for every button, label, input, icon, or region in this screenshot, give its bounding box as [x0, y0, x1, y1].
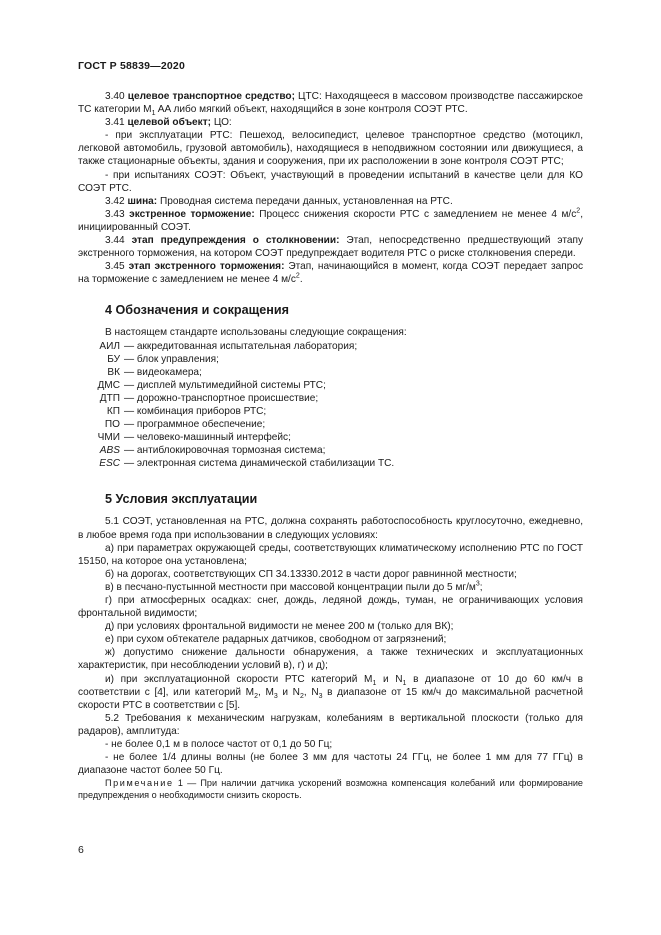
- definition-3-41: 3.41 целевой объект; ЦО:: [105, 117, 232, 129]
- term: этап экстренного торможения:: [128, 261, 285, 273]
- section-4-intro: В настоящем стандарте использованы следующие сокращения:: [105, 327, 407, 339]
- clause-5-2: 5.2 Требования к механическим нагрузкам, колебаниям в вертикальной плоскости (только для радаров), амплитуда:: [78, 712, 583, 737]
- definition-3-43: 3.43 экстренное торможение: Процесс снижения скорости РТС с замедлением не менее 4 $м/с^2$, инициированный СОЭТ.: [78, 207, 583, 233]
- abbreviation-definition: — дорожно-транспортное происшествие;: [124, 392, 319, 404]
- amplitude-item-1: - не более 0,1 м в полосе частот от 0,1 до 50 Гц;: [105, 739, 333, 751]
- condition-d: д) при условиях фронтальной видимости не менее 200 м (только для ВК);: [105, 621, 454, 633]
- condition-g: г) при атмосферных осадках: снег, дождь, ледяной дождь, туман, не ограничивающих условия фронтальной видимости;: [78, 595, 583, 620]
- abbreviation-key: ЧМИ: [97, 432, 120, 444]
- abbreviation-definition: — программное обеспечение;: [124, 419, 266, 431]
- standard-header: ГОСТ Р 58839—2020: [78, 60, 186, 72]
- section-5-title: 5 Условия эксплуатации: [105, 492, 258, 507]
- condition-a: а) при параметрах окружающей среды, соответствующих климатическому исполнению РТС по ГОСТ 15150, на которое она установлена;: [78, 542, 583, 567]
- condition-v: в) в песчано-пустынной местности при массовой концентрации пыли до 5 $мг/м^3$;: [105, 580, 483, 593]
- abbreviation-row: [78, 418, 583, 431]
- abbreviation-row: [78, 444, 583, 457]
- condition-i: и) при эксплуатационной скорости РТС категорий $M_1$ и $N_1$ в диапазоне от 10 до 60 км/ч в соответствии с [4], или категорий $M_2$, $M_3$ и $N_2$, $N_3$ в диапазоне от 15 км/ч до максимальной расчетной скорости РТС в соответствии с [5].: [78, 673, 583, 711]
- abbreviation-key: БУ: [107, 353, 120, 365]
- abbreviation-definition: — видеокамера;: [124, 366, 202, 378]
- abbreviation-list: [78, 340, 583, 471]
- abbreviation-key: ДМС: [97, 379, 120, 391]
- condition-e: е) при сухом обтекателе радарных датчиков, свободном от загрязнений;: [105, 634, 447, 646]
- abbreviation-key: КП: [106, 405, 120, 417]
- abbreviation-definition: — дисплей мультимедийной системы РТС;: [124, 379, 326, 391]
- page-content: [78, 90, 583, 801]
- abbreviation-row: [78, 379, 583, 392]
- abbreviation-definition: — человеко-машинный интерфейс;: [124, 432, 291, 444]
- abbreviation-key: ESC: [99, 458, 120, 470]
- abbreviation-definition: — электронная система динамической стабилизации ТС.: [124, 458, 395, 470]
- abbreviation-row: [78, 457, 583, 470]
- condition-zh: ж) допустимо снижение дальности обнаружения, а также технических и эксплуатационных характеристик, при несоблюдении условий в), г) и д);: [78, 647, 583, 672]
- note: Примечание 1 — При наличии датчика ускорений возможна компенсация колебаний или формирование предупреждения о необходимости снизить скорость.: [78, 778, 583, 801]
- definition-3-42: 3.42 шина: Проводная система передачи данных, установленная на РТС.: [105, 195, 453, 207]
- clause-5-1: 5.1 СОЭТ, установленная на РТС, должна сохранять работоспособность круглосуточно, ежедневно, в любое время года при использовании в следующих условиях:: [78, 516, 583, 541]
- term: этап предупреждения о столкновении:: [131, 235, 340, 247]
- definition-3-41-item-operation: - при эксплуатации РТС: Пешеход, велосипедист, целевое транспортное средство (мотоцикл, легковой автомобиль, грузовой автомобиль), находящиеся в неподвижном состоянии или движущиеся, а также стационарные объекты, здания и сооружения, при их расположении в зоне контроля СОЭТ РТС;: [78, 130, 583, 168]
- definition-3-45: 3.45 этап экстренного торможения: Этап, начинающийся в момент, когда СОЭТ передает запрос на торможение с замедлением не менее 4 $м/с^2$.: [78, 261, 583, 286]
- page-number: 6: [78, 844, 84, 856]
- term: целевое транспортное средство;: [127, 91, 295, 102]
- abbreviation-key: ABS: [99, 445, 120, 457]
- abbreviation-row: [78, 340, 583, 353]
- abbreviation-definition: — блок управления;: [124, 353, 219, 365]
- abbreviation-definition: — аккредитованная испытательная лаборатория;: [124, 340, 358, 352]
- definition-3-44: 3.44 этап предупреждения о столкновении: Этап, непосредственно предшествующий этапу экстренного торможения, на котором СОЭТ предупреждает водителя РТС о риске столкновения спереди.: [78, 235, 583, 260]
- condition-b: б) на дорогах, соответствующих СП 34.13330.2012 в части дорог равнинной местности;: [105, 568, 517, 580]
- abbreviation-row: [78, 431, 583, 444]
- abbreviation-row: [78, 392, 583, 405]
- term: целевой объект;: [127, 117, 212, 129]
- abbreviation-definition: — антиблокировочная тормозная система;: [124, 445, 326, 457]
- amplitude-item-2: - не более 1/4 длины волны (не более 3 мм для частоты 24 ГГц, не более 1 мм для 77 ГГц) в диапазоне частот более 50 Гц.: [78, 752, 583, 777]
- term: экстренное торможение:: [129, 208, 255, 220]
- abbreviation-row: [78, 366, 583, 379]
- term: шина:: [127, 195, 158, 207]
- abbreviation-key: ВК: [107, 366, 120, 378]
- section-4-title: 4 Обозначения и сокращения: [105, 303, 289, 318]
- abbreviation-key: ДТП: [99, 392, 120, 404]
- abbreviation-key: ПО: [104, 419, 120, 431]
- abbreviation-key: АИЛ: [99, 340, 120, 352]
- note-label: Примечание: [105, 778, 174, 789]
- definition-3-40: 3.40 целевое транспортное средство; ЦТС: Находящееся в массовом производстве пассажирское ТС категории $M_1$ AA либо мягкий объект, находящийся в зоне контроля СОЭТ РТС.: [78, 91, 583, 118]
- definition-3-41-item-testing: - при испытаниях СОЭТ: Объект, участвующий в проведении испытаний в качестве цели для КО СОЭТ РТС.: [78, 169, 583, 194]
- abbreviation-definition: — комбинация приборов РТС;: [124, 405, 267, 417]
- abbreviation-row: [78, 405, 583, 418]
- abbreviation-row: [78, 353, 583, 366]
